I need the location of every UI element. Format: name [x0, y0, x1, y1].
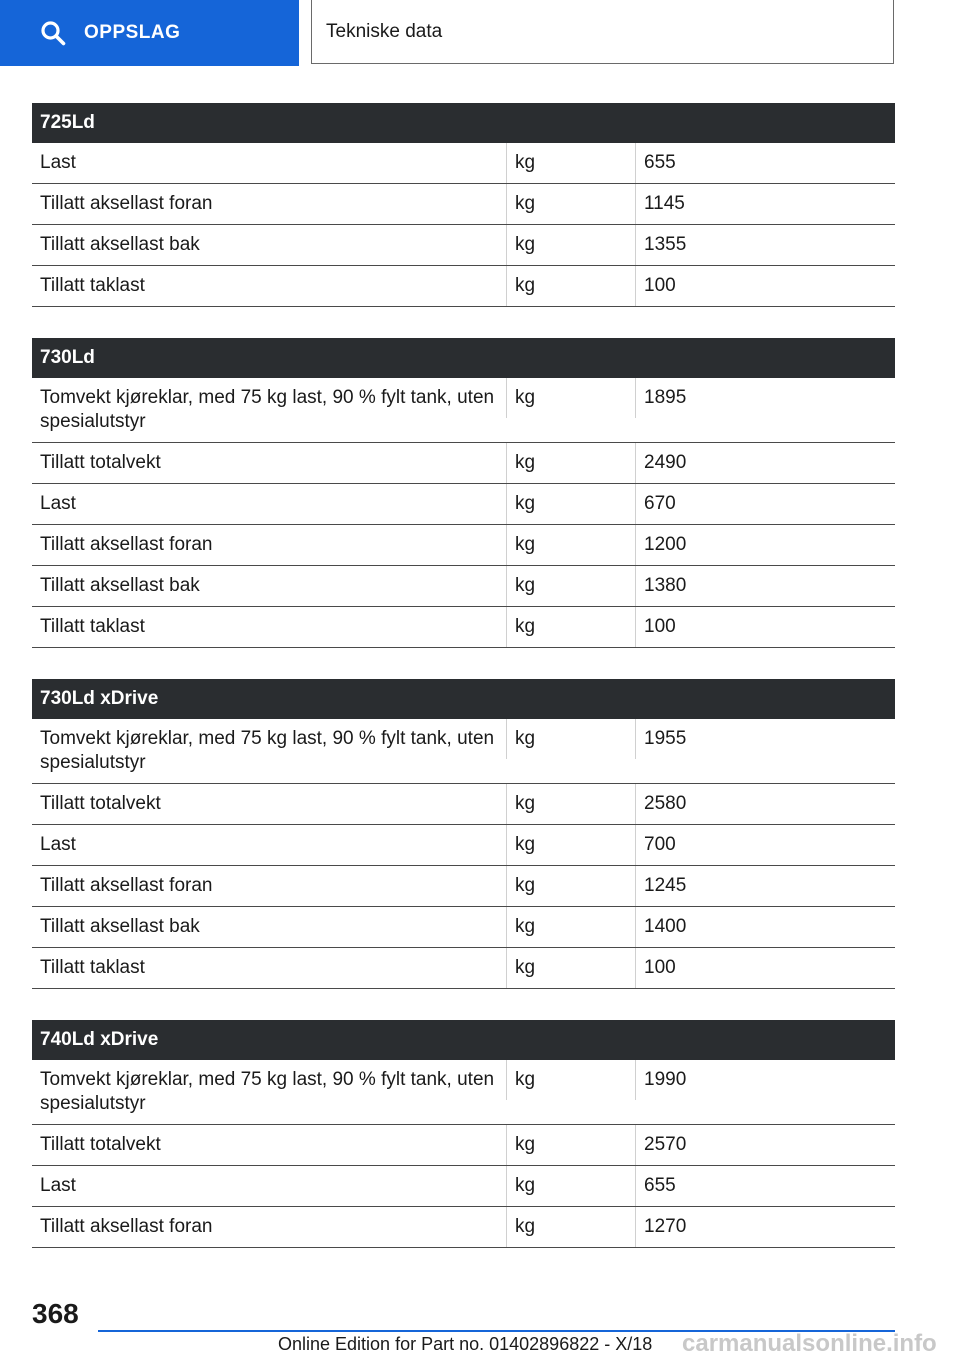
row-unit: kg — [506, 484, 635, 524]
table-row — [32, 948, 895, 989]
row-unit: kg — [506, 225, 635, 265]
row-value: 1200 — [635, 525, 895, 565]
row-label: Tillatt taklast — [40, 275, 145, 296]
row-value: 100 — [635, 948, 895, 988]
row-label: Tillatt taklast — [40, 957, 145, 978]
section-tab[interactable] — [311, 0, 894, 64]
row-unit: kg — [506, 607, 635, 647]
row-unit: kg — [506, 184, 635, 224]
row-label: Tillatt aksellast foran — [40, 534, 213, 555]
search-icon — [40, 20, 66, 46]
row-value: 1245 — [635, 866, 895, 906]
table-header: 730Ld — [32, 338, 895, 378]
row-label: Last — [40, 493, 76, 514]
row-label: Tillatt totalvekt — [40, 793, 161, 814]
row-value: 1355 — [635, 225, 895, 265]
table-header: 725Ld — [32, 103, 895, 143]
row-label: Last — [40, 152, 76, 173]
row-label: Tillatt taklast — [40, 616, 145, 637]
table-row — [32, 866, 895, 907]
table-row — [32, 825, 895, 866]
row-value: 1145 — [635, 184, 895, 224]
table-row — [32, 443, 895, 484]
table-row — [32, 525, 895, 566]
spec-table-740ld-xdrive — [32, 1020, 895, 1248]
row-unit: kg — [506, 143, 635, 183]
row-unit: kg — [506, 378, 635, 418]
table-row — [32, 184, 895, 225]
row-unit: kg — [506, 1166, 635, 1206]
row-label: Tomvekt kjøreklar, med 75 kg last, 90 % fylt tank, uten spesialutstyr — [40, 387, 495, 432]
row-unit: kg — [506, 566, 635, 606]
row-label: Tillatt aksellast bak — [40, 575, 200, 596]
table-header: 730Ld xDrive — [32, 679, 895, 719]
table-row — [32, 566, 895, 607]
table-row — [32, 1125, 895, 1166]
row-value: 1400 — [635, 907, 895, 947]
table-row — [32, 143, 895, 184]
spec-table-730ld — [32, 338, 895, 648]
table-row — [32, 784, 895, 825]
table-row — [32, 1166, 895, 1207]
page-number: 368 — [32, 1298, 79, 1329]
search-tab[interactable] — [0, 0, 299, 66]
row-label: Tillatt aksellast foran — [40, 193, 213, 214]
row-value: 655 — [635, 1166, 895, 1206]
row-unit: kg — [506, 1060, 635, 1100]
table-row — [32, 225, 895, 266]
row-label: Last — [40, 1175, 76, 1196]
table-row — [32, 484, 895, 525]
row-unit: kg — [506, 266, 635, 306]
spec-table-725ld — [32, 103, 895, 307]
row-unit: kg — [506, 866, 635, 906]
section-title: Tekniske data — [326, 20, 443, 42]
row-value: 2580 — [635, 784, 895, 824]
row-value: 655 — [635, 143, 895, 183]
row-value: 100 — [635, 266, 895, 306]
row-value: 700 — [635, 825, 895, 865]
row-unit: kg — [506, 907, 635, 947]
row-label: Tillatt aksellast bak — [40, 234, 200, 255]
row-unit: kg — [506, 784, 635, 824]
table-row — [32, 607, 895, 648]
row-label: Tillatt totalvekt — [40, 452, 161, 473]
table-row — [32, 907, 895, 948]
row-value: 670 — [635, 484, 895, 524]
table-row — [32, 719, 895, 784]
row-value: 2490 — [635, 443, 895, 483]
edition-text: Online Edition for Part no. 01402896822 - X/18 — [278, 1334, 653, 1354]
row-label: Tillatt aksellast foran — [40, 875, 213, 896]
row-label: Last — [40, 834, 76, 855]
table-row — [32, 1060, 895, 1125]
table-row — [32, 378, 895, 443]
row-value: 2570 — [635, 1125, 895, 1165]
row-unit: kg — [506, 825, 635, 865]
row-value: 1895 — [635, 378, 895, 418]
row-value: 1270 — [635, 1207, 895, 1247]
spec-table-730ld-xdrive — [32, 679, 895, 989]
row-value: 100 — [635, 607, 895, 647]
row-unit: kg — [506, 948, 635, 988]
row-unit: kg — [506, 1125, 635, 1165]
row-unit: kg — [506, 443, 635, 483]
row-value: 1955 — [635, 719, 895, 759]
row-label: Tomvekt kjøreklar, med 75 kg last, 90 % fylt tank, uten spesialutstyr — [40, 728, 495, 773]
tech-data-tables — [32, 103, 895, 1279]
top-navigation — [0, 0, 960, 66]
row-label: Tillatt aksellast foran — [40, 1216, 213, 1237]
row-label: Tomvekt kjøreklar, med 75 kg last, 90 % fylt tank, uten spesialutstyr — [40, 1069, 495, 1114]
table-row — [32, 266, 895, 307]
table-row — [32, 1207, 895, 1248]
row-label: Tillatt aksellast bak — [40, 916, 200, 937]
row-unit: kg — [506, 1207, 635, 1247]
row-unit: kg — [506, 525, 635, 565]
row-value: 1990 — [635, 1060, 895, 1100]
search-tab-label: OPPSLAG — [84, 22, 181, 43]
watermark: carmanualsonline.info — [682, 1330, 937, 1357]
row-value: 1380 — [635, 566, 895, 606]
row-unit: kg — [506, 719, 635, 759]
table-header: 740Ld xDrive — [32, 1020, 895, 1060]
row-label: Tillatt totalvekt — [40, 1134, 161, 1155]
